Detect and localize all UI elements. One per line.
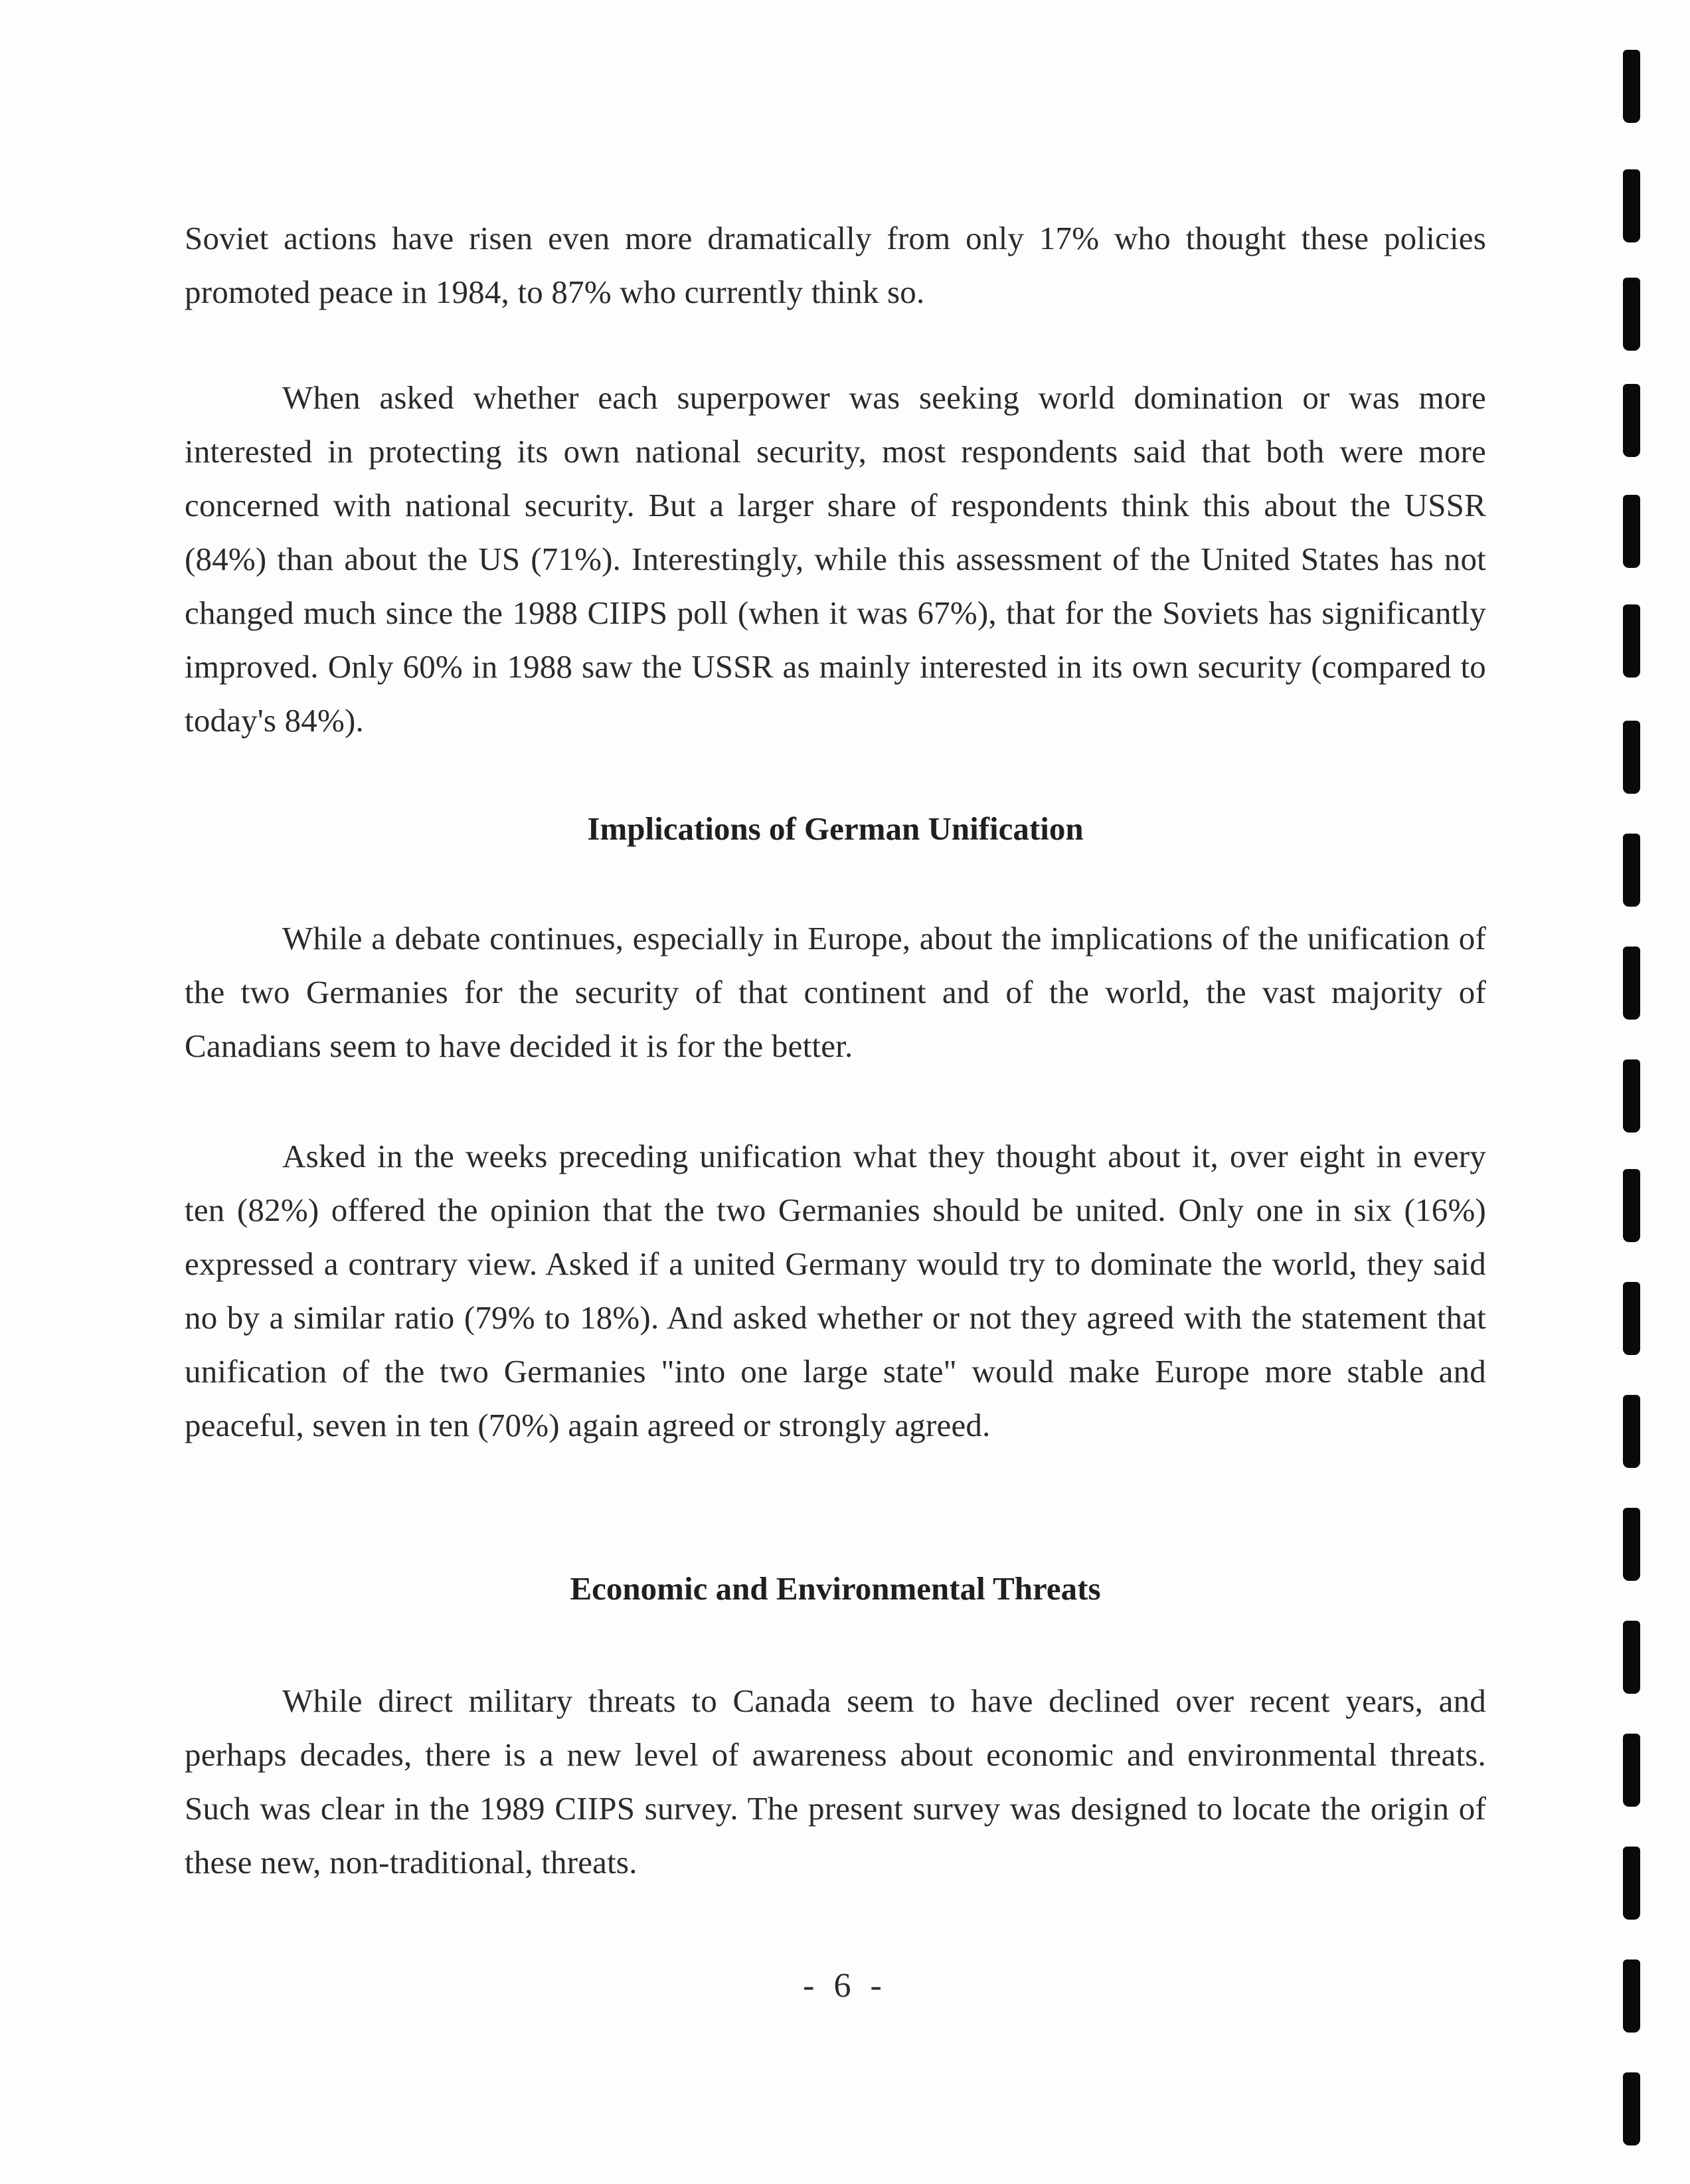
binding-hole-mark	[1623, 604, 1640, 678]
binding-hole-mark	[1623, 721, 1640, 794]
paragraph-unification-opinion: Asked in the weeks preceding unification what they thought about it, over eight in every ten (82%) offered the opinion that the two Germanies should be united. Only one in six (16%) expressed a contrary view. Asked if a united Germany would try to dominate the world, they said no by a similar ratio (79% to 18%). And asked whether or not they agreed with the statement that unification of the two Germanies "into one large state" would make Europe more stable and peaceful, seven in ten (70%) again agreed or strongly agreed.	[185, 1138, 1486, 1443]
heading-german-unification: Implications of German Unification	[587, 810, 1084, 847]
binding-hole-mark	[1623, 2072, 1640, 2145]
binding-hole-mark	[1623, 834, 1640, 907]
binding-hole-mark	[1623, 1169, 1640, 1242]
binding-hole-mark	[1623, 947, 1640, 1020]
page-number: - 6 -	[803, 1967, 887, 2005]
paragraph-soviet-actions: Soviet actions have risen even more dramatically from only 17% who thought these policies promoted peace in 1984, to 87% who currently think so.	[185, 220, 1486, 310]
binding-hole-mark	[1623, 1621, 1640, 1694]
binding-hole-mark	[1623, 1959, 1640, 2033]
binding-hole-mark	[1623, 50, 1640, 123]
binding-hole-mark	[1623, 278, 1640, 351]
paragraph-non-traditional-threats: While direct military threats to Canada seem to have declined over recent years, and perhaps decades, there is a new level of awareness about economic and environmental threats. Such was clear in the 1989 CIIPS survey. The present survey was designed to locate the origin of these new, non-traditional, threats.	[185, 1683, 1486, 1880]
binding-hole-mark	[1623, 384, 1640, 457]
binding-holes	[1623, 0, 1649, 2184]
binding-hole-mark	[1623, 1059, 1640, 1133]
binding-hole-mark	[1623, 1847, 1640, 1920]
paragraph-german-debate: While a debate continues, especially in Europe, about the implications of the unification of the two Germanies for the security of that continent and of the world, the vast majority of Canadians seem to have decided it is for the better.	[185, 920, 1486, 1064]
binding-hole-mark	[1623, 169, 1640, 242]
binding-hole-mark	[1623, 1395, 1640, 1468]
paragraph-superpower-domination: When asked whether each superpower was seeking world domination or was more interested in protecting its own national security, most respondents said that both were more concerned with national security. But a larger share of respondents think this about the USSR (84%) than about the US (71%). Interestingly, while this assessment of the United States has not changed much since the 1988 CIIPS poll (when it was 67%), that for the Soviets has significantly improved. Only 60% in 1988 saw the USSR as mainly interested in its own security (compared to today's 84%).	[185, 379, 1486, 739]
heading-economic-environmental-threats: Economic and Environmental Threats	[570, 1570, 1101, 1607]
binding-hole-mark	[1623, 1508, 1640, 1581]
binding-hole-mark	[1623, 495, 1640, 568]
binding-hole-mark	[1623, 1282, 1640, 1355]
binding-hole-mark	[1623, 1734, 1640, 1807]
